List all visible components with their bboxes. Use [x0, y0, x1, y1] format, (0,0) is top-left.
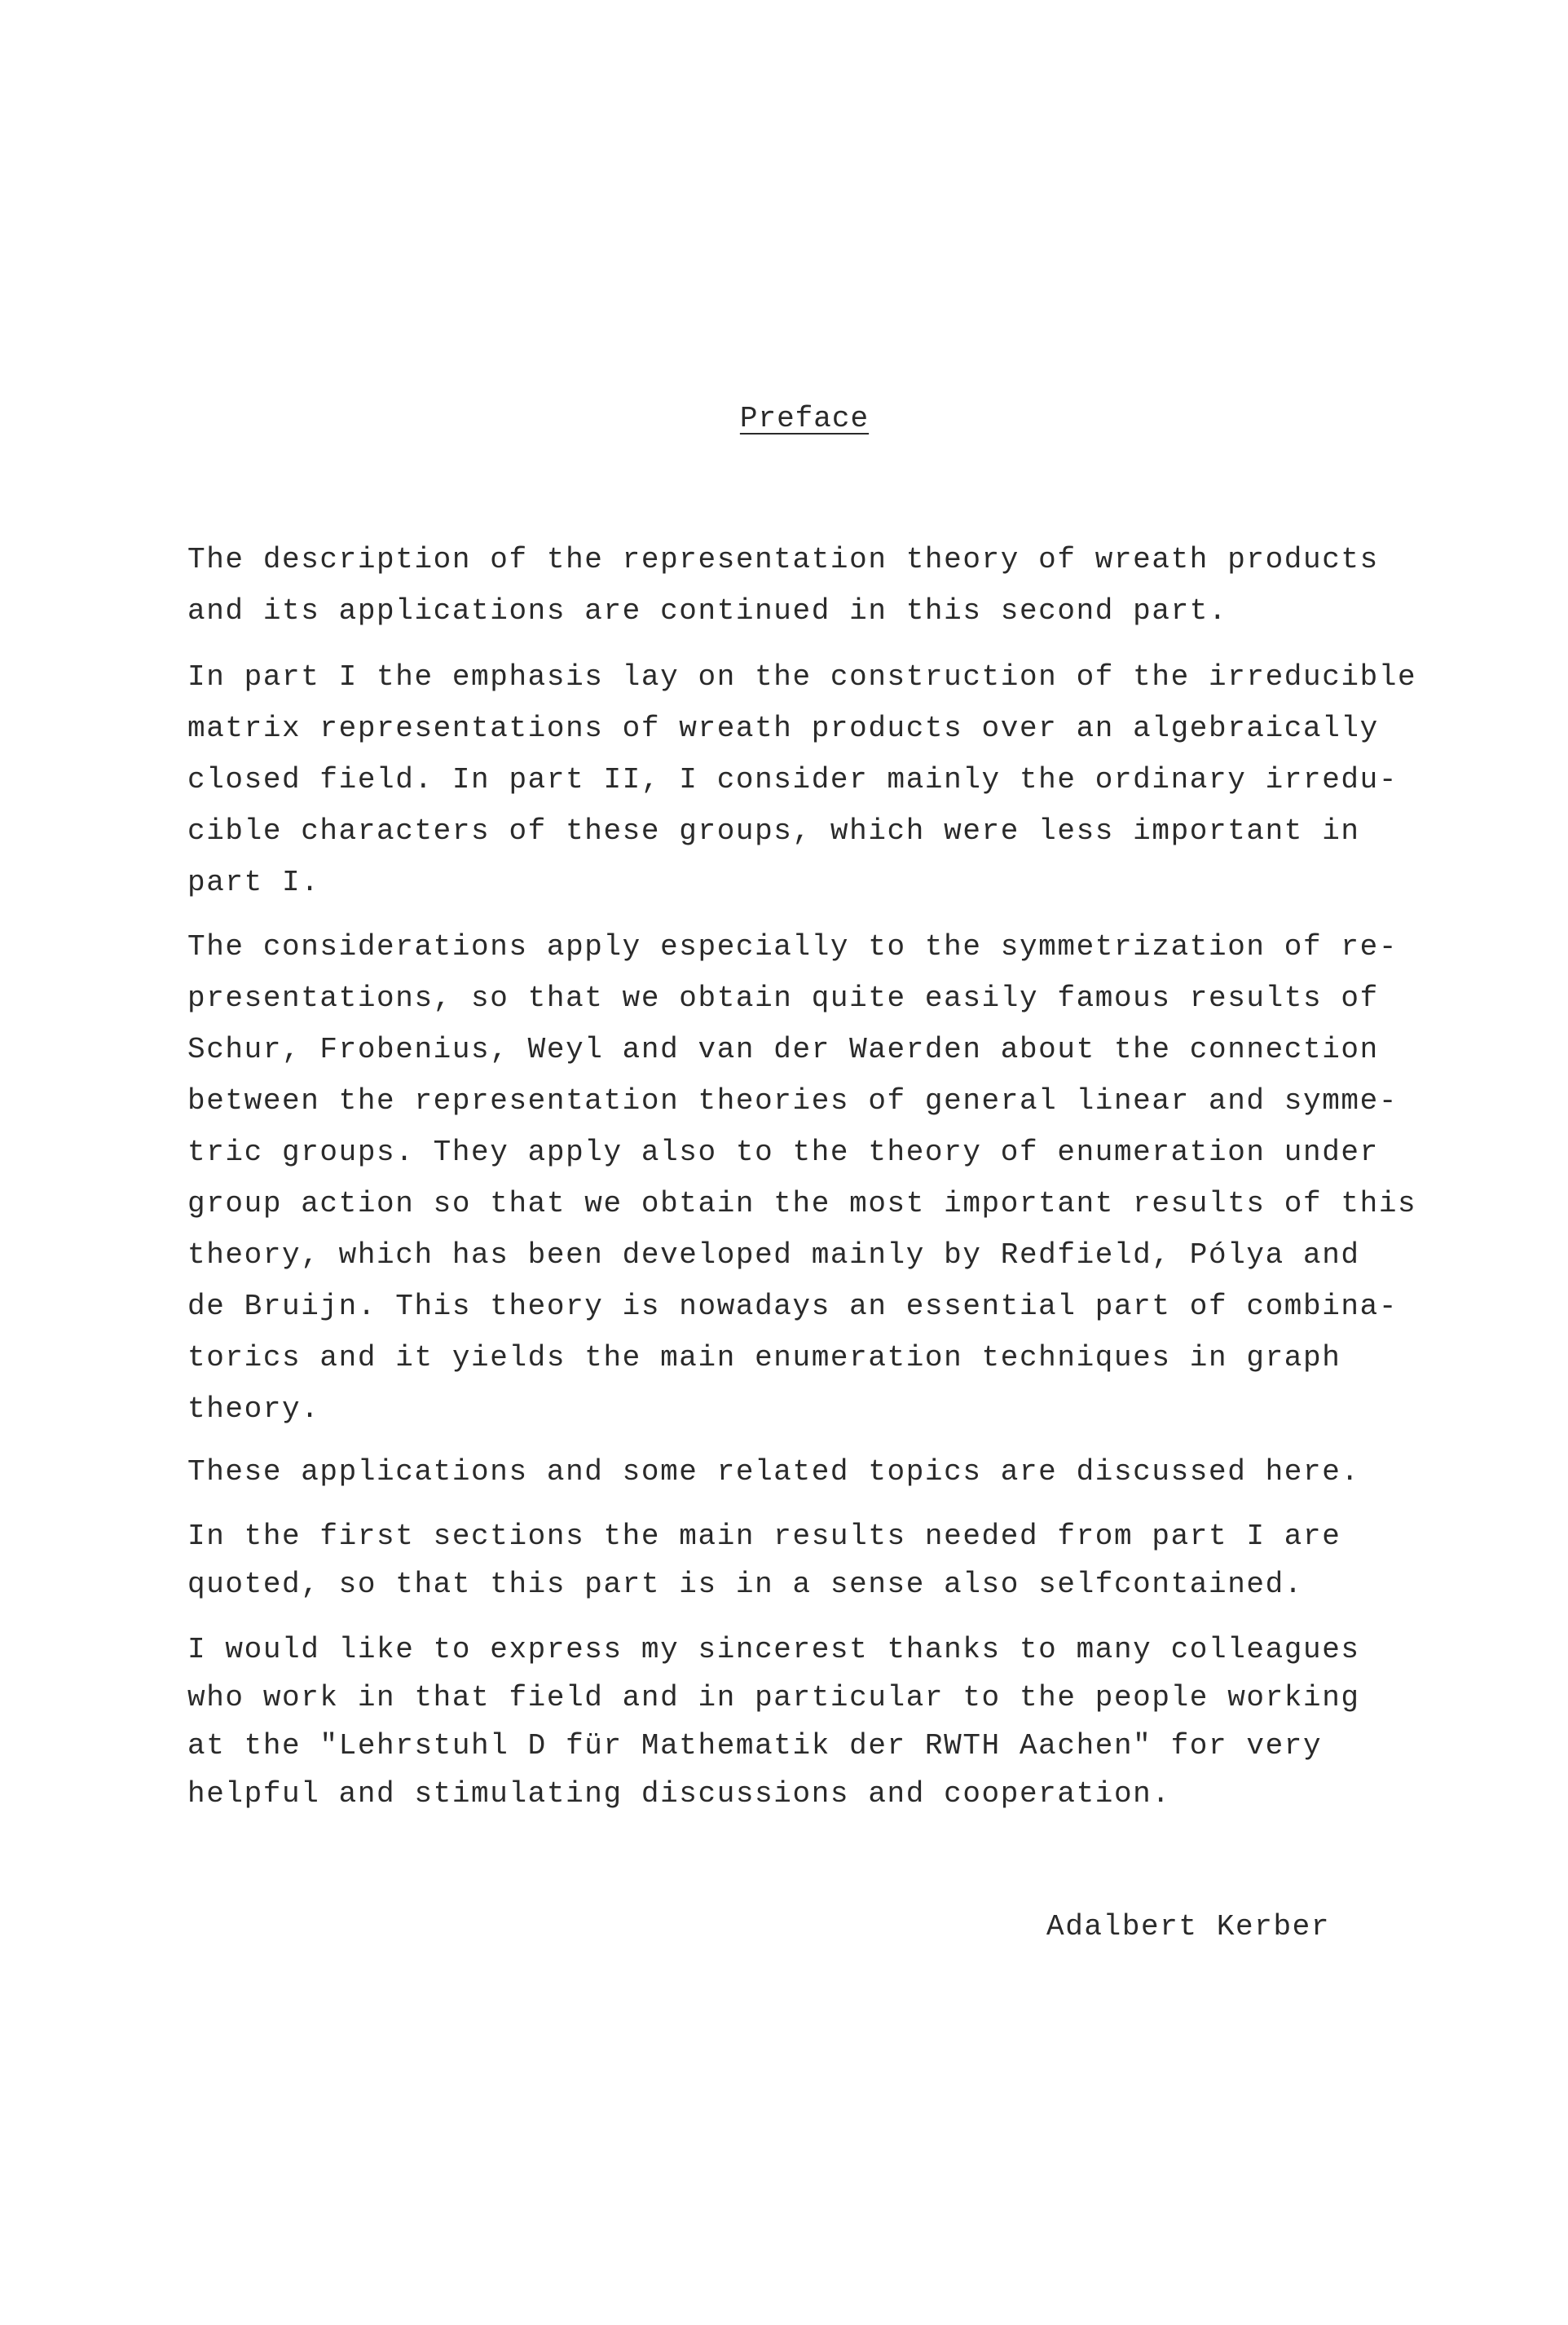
page-title	[0, 401, 1568, 437]
text-line: matrix representations of wreath products over an algebraically	[187, 712, 1379, 745]
text-line: presentations, so that we obtain quite easily famous results of	[187, 982, 1379, 1015]
text-line: tric groups. They apply also to the theory of enumeration under	[187, 1136, 1379, 1169]
text-line: In the first sections the main results needed from part I are	[187, 1520, 1341, 1553]
text-line: I would like to express my sincerest thanks to many colleagues	[187, 1633, 1360, 1666]
paragraph-1	[187, 534, 1459, 637]
paragraph-3	[187, 921, 1459, 1435]
text-line: theory.	[187, 1392, 320, 1426]
author-signature: Adalbert Kerber	[1046, 1910, 1331, 1943]
page-title-text: Preface	[739, 402, 870, 435]
text-line: The considerations apply especially to the symmetrization of re-	[187, 930, 1398, 964]
paragraph-2	[187, 651, 1459, 908]
text-line: Schur, Frobenius, Weyl and van der Waerden about the connection	[187, 1033, 1379, 1066]
text-line: part I.	[187, 866, 320, 899]
text-line: The description of the representation theory of wreath products	[187, 543, 1379, 576]
text-line: closed field. In part II, I consider mainly the ordinary irredu-	[187, 763, 1398, 796]
text-line: In part I the emphasis lay on the construction of the irreducible	[187, 660, 1417, 694]
text-line: between the representation theories of general linear and symme-	[187, 1084, 1398, 1118]
text-line: who work in that field and in particular to the people working	[187, 1681, 1360, 1714]
text-line: de Bruijn. This theory is nowadays an essential part of combina-	[187, 1290, 1398, 1323]
text-line: helpful and stimulating discussions and cooperation.	[187, 1777, 1171, 1811]
paragraph-4	[187, 1446, 1459, 1498]
text-line: and its applications are continued in this second part.	[187, 594, 1228, 628]
text-line: cible characters of these groups, which were less important in	[187, 814, 1360, 848]
text-line: group action so that we obtain the most important results of this	[187, 1187, 1417, 1220]
paragraph-5	[187, 1512, 1459, 1608]
text-line: theory, which has been developed mainly by Redfield, Pólya and	[187, 1238, 1360, 1272]
text-line: These applications and some related topics are discussed here.	[187, 1455, 1360, 1489]
paragraph-6	[187, 1626, 1459, 1818]
text-line: quoted, so that this part is in a sense also selfcontained.	[187, 1568, 1304, 1601]
text-line: torics and it yields the main enumeration techniques in graph	[187, 1341, 1341, 1374]
text-line: at the "Lehrstuhl D für Mathematik der RWTH Aachen" for very	[187, 1729, 1323, 1762]
